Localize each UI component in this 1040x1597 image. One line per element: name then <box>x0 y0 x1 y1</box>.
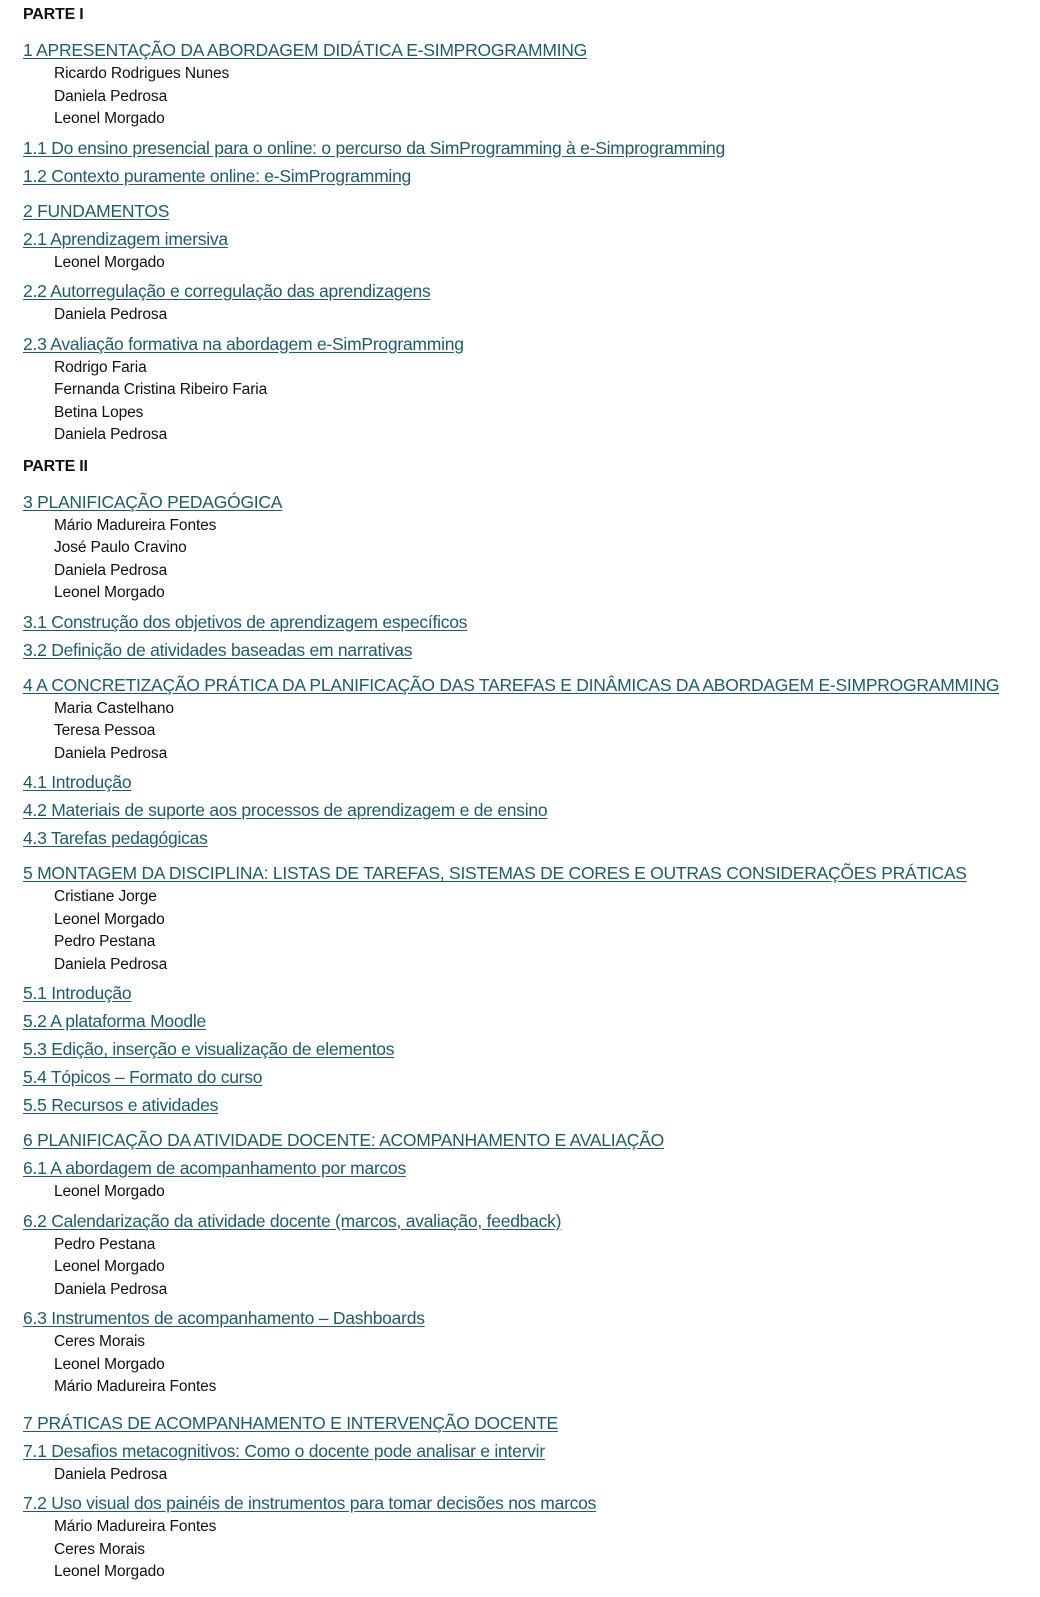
section-1-2-link[interactable]: 1.2 Contexto puramente online: e-SimProgramming <box>23 165 412 186</box>
section-2-2-link[interactable]: 2.2 Autorregulação e corregulação das aprendizagens <box>23 281 431 301</box>
section-5-5-link[interactable]: 5.5 Recursos e atividades <box>23 1095 219 1115</box>
part-heading: PARTE I <box>23 6 84 23</box>
author-name: Daniela Pedrosa <box>54 1465 168 1483</box>
chapter-1-link[interactable]: 1 APRESENTAÇÃO DA ABORDAGEM DIDÁTICA E-SIMPROGRAMMING <box>23 40 588 60</box>
author-name: Leonel Morgado <box>54 1183 165 1200</box>
section-6-3-authors <box>23 1331 1040 1399</box>
author-name: Leonel Morgado <box>54 1355 165 1373</box>
author-name: Daniela Pedrosa <box>54 561 168 579</box>
author-name: Mário Madureira Fontes <box>54 516 217 534</box>
author-name: Mário Madureira Fontes <box>54 1518 217 1535</box>
chapter-5-authors <box>23 886 1040 976</box>
section-3-1-link[interactable]: 3.1 Construção dos objetivos de aprendizagem específicos <box>23 611 468 632</box>
author-name: Leonel Morgado <box>54 584 165 601</box>
chapter-3-link[interactable]: 3 PLANIFICAÇÃO PEDAGÓGICA <box>23 491 283 512</box>
section-6-3-link[interactable]: 6.3 Instrumentos de acompanhamento – Dashboards <box>23 1308 425 1328</box>
author-name: Ceres Morais <box>54 1540 145 1558</box>
section-4-2-link[interactable]: 4.2 Materiais de suporte aos processos de aprendizagem e de ensino <box>23 800 548 820</box>
author-name: Daniela Pedrosa <box>54 426 168 443</box>
chapter-4-link[interactable]: 4 A CONCRETIZAÇÃO PRÁTICA DA PLANIFICAÇÃO DAS TAREFAS E DINÂMICAS DA ABORDAGEM E-SIMPROGRAMMING <box>23 674 1000 695</box>
section-7-2-link[interactable]: 7.2 Uso visual dos painéis de instrumentos para tomar decisões nos marcos <box>23 1493 597 1513</box>
section-2-3-authors <box>23 357 1040 447</box>
author-name: Daniela Pedrosa <box>54 955 168 973</box>
section-5-1-link[interactable]: 5.1 Introdução <box>23 983 132 1003</box>
section-2-1-authors <box>23 252 1040 275</box>
section-2-3-link[interactable]: 2.3 Avaliação formativa na abordagem e-SimProgramming <box>23 333 464 354</box>
section-5-3-link[interactable]: 5.3 Edição, inserção e visualização de elementos <box>23 1039 395 1059</box>
section-7-1-link[interactable]: 7.1 Desafios metacognitivos: Como o docente pode analisar e intervir <box>23 1440 545 1461</box>
chapter-4-authors <box>23 698 1040 766</box>
author-name: Ricardo Rodrigues Nunes <box>54 65 230 82</box>
author-name: Pedro Pestana <box>54 1235 156 1253</box>
section-6-1-link[interactable]: 6.1 A abordagem de acompanhamento por marcos <box>23 1158 406 1178</box>
author-name: Leonel Morgado <box>54 253 165 271</box>
author-name: Teresa Pessoa <box>54 722 156 739</box>
author-name: Fernanda Cristina Ribeiro Faria <box>54 381 268 398</box>
author-name: Leonel Morgado <box>54 110 165 127</box>
author-name: Daniela Pedrosa <box>54 1280 168 1298</box>
chapter-5-link[interactable]: 5 MONTAGEM DA DISCIPLINA: LISTAS DE TAREFAS, SISTEMAS DE CORES E OUTRAS CONSIDERAÇÕES PRÁTICAS <box>23 863 967 883</box>
author-name: Maria Castelhano <box>54 699 174 717</box>
chapter-3-authors <box>23 515 1040 605</box>
author-name: Rodrigo Faria <box>54 358 147 376</box>
author-name: Leonel Morgado <box>54 1258 165 1275</box>
section-7-2-authors <box>23 1516 1040 1584</box>
section-1-1-link[interactable]: 1.1 Do ensino presencial para o online: o percurso da SimProgramming à e-Simprogramming <box>23 137 725 158</box>
author-name: Leonel Morgado <box>54 910 165 928</box>
chapter-7-link[interactable]: 7 PRÁTICAS DE ACOMPANHAMENTO E INTERVENÇÃO DOCENTE <box>23 1412 558 1433</box>
section-3-2-link[interactable]: 3.2 Definição de atividades baseadas em narrativas <box>23 639 413 660</box>
author-name: Betina Lopes <box>54 403 144 421</box>
author-name: Daniela Pedrosa <box>54 744 168 762</box>
section-4-1-link[interactable]: 4.1 Introdução <box>23 772 132 792</box>
section-6-1-authors <box>23 1181 1040 1204</box>
author-name: Mário Madureira Fontes <box>54 1378 217 1395</box>
author-name: Ceres Morais <box>54 1333 145 1350</box>
author-name: Daniela Pedrosa <box>54 306 168 323</box>
section-2-1-link[interactable]: 2.1 Aprendizagem imersiva <box>23 228 228 249</box>
section-6-2-link[interactable]: 6.2 Calendarização da atividade docente (marcos, avaliação, feedback) <box>23 1210 562 1231</box>
chapter-2-link[interactable]: 2 FUNDAMENTOS <box>23 200 170 221</box>
chapter-6-link[interactable]: 6 PLANIFICAÇÃO DA ATIVIDADE DOCENTE: ACOMPANHAMENTO E AVALIAÇÃO <box>23 1130 664 1150</box>
author-name: Daniela Pedrosa <box>54 87 168 105</box>
section-2-2-authors <box>23 304 1040 327</box>
section-6-2-authors <box>23 1234 1040 1302</box>
author-name: José Paulo Cravino <box>54 539 187 556</box>
author-name: Leonel Morgado <box>54 1563 165 1580</box>
chapter-1-authors <box>23 63 1040 131</box>
author-name: Pedro Pestana <box>54 933 156 950</box>
section-4-3-link[interactable]: 4.3 Tarefas pedagógicas <box>23 828 208 848</box>
section-5-4-link[interactable]: 5.4 Tópicos – Formato do curso <box>23 1067 263 1087</box>
section-7-1-authors <box>23 1464 1040 1487</box>
author-name: Cristiane Jorge <box>54 888 157 905</box>
part-heading: PARTE II <box>23 457 88 475</box>
section-5-2-link[interactable]: 5.2 A plataforma Moodle <box>23 1011 206 1031</box>
